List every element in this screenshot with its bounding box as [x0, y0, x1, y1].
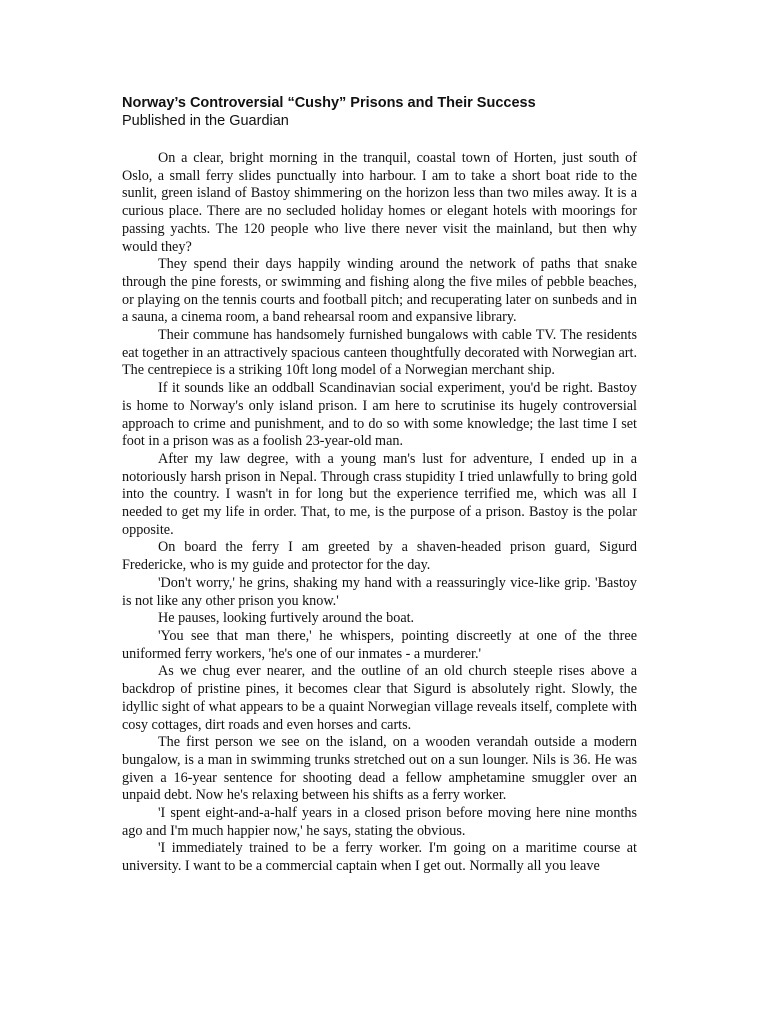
paragraph: Their commune has handsomely furnished bungalows with cable TV. The residents eat together in an attractively spacious canteen thoughtfully decorated with Norwegian art. The centrepiece is a striking 10ft long model of a Norwegian merchant ship. [122, 327, 637, 379]
article-subtitle: Published in the Guardian [122, 113, 289, 129]
paragraph: He pauses, looking furtively around the boat. [158, 610, 415, 627]
paragraph: As we chug ever nearer, and the outline of an old church steeple rises above a backdrop of pristine pines, it becomes clear that Sigurd is absolutely right. Slowly, the idyllic sight of what appears to be a quaint Norwegian village reveals itself, complete with cosy cottages, dirt roads and even horses and carts. [122, 663, 637, 733]
paragraph: 'I spent eight-and-a-half years in a closed prison before moving here nine months ago and I'm much happier now,' he says, stating the obvious. [122, 805, 637, 839]
paragraph: The first person we see on the island, on a wooden verandah outside a modern bungalow, is a man in swimming trunks stretched out on a sun lounger. Nils is 36. He was given a 16-year sentence for shooting dead a fellow amphetamine smuggler over an unpaid debt. Now he's relaxing between his shifts as a ferry worker. [122, 734, 637, 804]
paragraph: After my law degree, with a young man's lust for adventure, I ended up in a notoriously harsh prison in Nepal. Through crass stupidity I tried unlawfully to bring gold into the country. I wasn't in for long but the experience terrified me, which was all I needed to get my life in order. That, to me, is the purpose of a prison. Bastoy is the polar opposite. [122, 450, 637, 538]
paragraph: On board the ferry I am greeted by a shaven-headed prison guard, Sigurd Fredericke, who is my guide and protector for the day. [122, 539, 637, 574]
paragraph: On a clear, bright morning in the tranquil, coastal town of Horten, just south of Oslo, a small ferry slides punctually into harbour. I am to take a short boat ride to the sunlit, green island of Bastoy shimmering on the horizon less than two miles away. It is a curious place. There are no secluded holiday homes or elegant hotels with moorings for passing yachts. The 120 people who live there never visit the mainland, but then why would they? [122, 150, 637, 255]
paragraph: If it sounds like an oddball Scandinavian social experiment, you'd be right. Bastoy is home to Norway's only island prison. I am here to scrutinise its hugely controversial approach to crime and punishment, and to do so with some knowledge; the last time I set foot in a prison was as a foolish 23-year-old man. [122, 380, 637, 450]
paragraph: 'You see that man there,' he whispers, pointing discreetly at one of the three uniformed ferry workers, 'he's one of our inmates - a murderer.' [122, 627, 637, 662]
paragraph: They spend their days happily winding around the network of paths that snake through the pine forests, or swimming and fishing along the five miles of pebble beaches, or playing on the tennis courts and football pitch; and recuperating later on sunbeds and in a sauna, a cinema room, a band rehearsal room and expansive library. [122, 256, 637, 326]
document-page [122, 94, 637, 876]
paragraph: 'Don't worry,' he grins, shaking my hand with a reassuringly vice-like grip. 'Bastoy is not like any other prison you know.' [122, 574, 637, 609]
article-body [122, 150, 637, 876]
paragraph: 'I immediately trained to be a ferry worker. I'm going on a maritime course at university. I want to be a commercial captain when I get out. Normally all you leave [122, 840, 637, 875]
article-title: Norway’s Controversial “Cushy” Prisons and Their Success [122, 95, 536, 111]
